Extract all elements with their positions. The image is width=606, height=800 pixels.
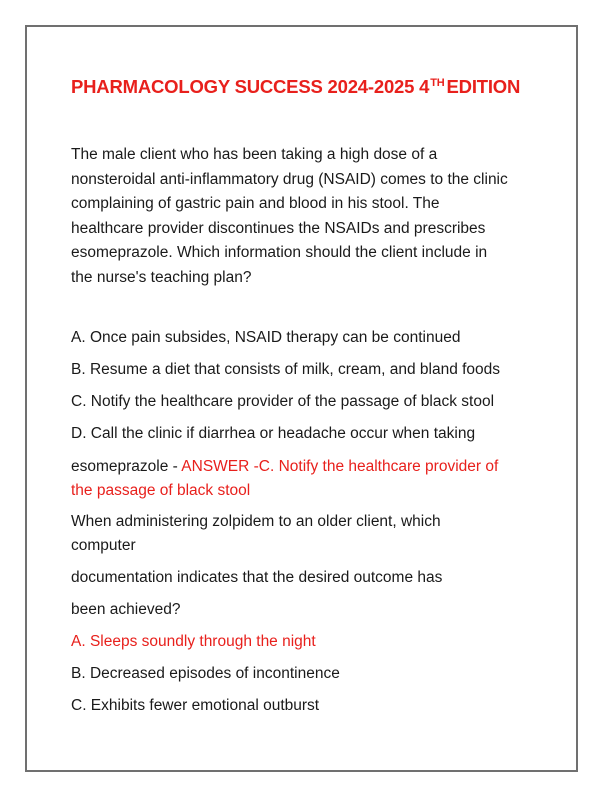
q1-option-c: C. Notify the healthcare provider of the passage of black stool bbox=[71, 393, 495, 410]
q1-option-d-tail: esomeprazole - bbox=[71, 458, 182, 475]
q2-stem-line-2: computer bbox=[71, 537, 136, 554]
title-main: PHARMACOLOGY SUCCESS 2024-2025 4 bbox=[71, 76, 430, 97]
q2-option-b: B. Decreased episodes of incontinence bbox=[71, 665, 340, 682]
q1-option-d-continued bbox=[71, 455, 498, 479]
q1-stem-line-2: nonsteroidal anti-inflammatory drug (NSAID) comes to the clinic bbox=[71, 170, 508, 188]
q1-stem-line-6: the nurse's teaching plan? bbox=[71, 268, 252, 286]
q2-option-a-answer: A. Sleeps soundly through the night bbox=[71, 633, 316, 650]
q1-stem-line-1: The male client who has been taking a high dose of a bbox=[71, 146, 438, 163]
q1-stem-line-5: esomeprazole. Which information should the client include in bbox=[71, 244, 488, 262]
title-end: EDITION bbox=[446, 76, 521, 97]
q1-option-a: A. Once pain subsides, NSAID therapy can be continued bbox=[71, 329, 461, 346]
q1-option-d: D. Call the clinic if diarrhea or headache occur when taking bbox=[71, 425, 476, 442]
q2-stem-line-4: been achieved? bbox=[71, 601, 181, 618]
title-superscript: TH bbox=[430, 77, 445, 89]
question-1-stem bbox=[71, 143, 551, 291]
q2-stem-line-3: documentation indicates that the desired outcome has bbox=[71, 569, 443, 586]
q1-stem-line-3: complaining of gastric pain and blood in his stool. The bbox=[71, 195, 440, 213]
q1-answer-line-2: the passage of black stool bbox=[71, 482, 251, 499]
q2-stem-line-1: When administering zolpidem to an older client, which bbox=[71, 513, 441, 530]
q1-answer-line-1: ANSWER -C. Notify the healthcare provider of bbox=[181, 458, 499, 475]
q1-stem-line-4: healthcare provider discontinues the NSAIDs and prescribes bbox=[71, 219, 486, 237]
document-title bbox=[71, 76, 520, 98]
q2-option-c: C. Exhibits fewer emotional outburst bbox=[71, 697, 320, 714]
q1-option-b: B. Resume a diet that consists of milk, cream, and bland foods bbox=[71, 361, 501, 378]
